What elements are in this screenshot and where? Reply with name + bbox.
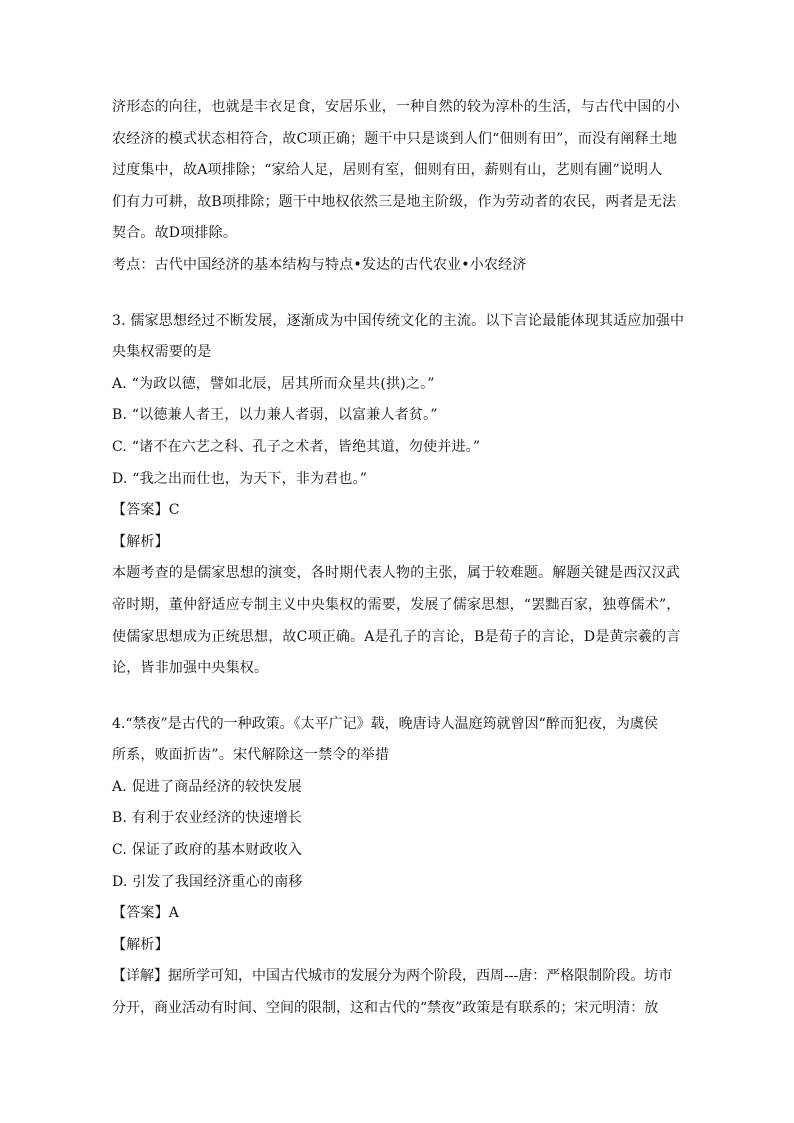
question-4-stem: 4.“禁夜”是古代的一种政策。《太平广记》载，晚唐诗人温庭筠就曾因“醉而犯夜，为虞侯 [112,715,658,732]
question-3-analysis-line: 使儒家思想成为正统思想，故C项正确。A是孔子的言论，B是荀子的言论，D是黄宗羲的言 [112,628,681,645]
kaodian-line: 考点：古代中国经济的基本结构与特点•发达的古代农业•小农经济 [112,256,527,273]
spacer [112,685,687,709]
question-4-option-b: B. 有利于农业经济的快速增长 [112,810,303,827]
question-3-analysis-line: 帝时期，董仲舒适应专制主义中央集权的需要，发展了儒家思想，“罢黜百家，独尊儒术”， [112,596,681,613]
question-4-option-d: D. 引发了我国经济重心的南移 [112,873,303,890]
question-3-stem: 3. 儒家思想经过不断发展，逐渐成为中国传统文化的主流。以下言论最能体现其适应加强中 [112,312,685,329]
question-3-option-a: A. “为政以德，譬如北辰，居其所而众星共(拱)之。” [112,375,435,392]
question-4-answer: 【答案】A [112,905,180,922]
question-3-answer: 【答案】C [112,502,180,519]
question-4-option-a: A. 促进了商品经济的较快发展 [112,778,303,795]
question-4-option-c: C. 保证了政府的基本财政收入 [112,842,303,859]
question-3-option-c: C. “诸不在六艺之科、孔子之术者，皆绝其道，勿使并进。” [112,438,481,455]
question-3-analysis-line: 论，皆非加强中央集权。 [112,660,269,677]
question-3-analysis-label: 【解析】 [112,533,169,550]
spacer [112,282,687,306]
document-page [112,92,687,1025]
question-4-analysis-label: 【解析】 [112,936,169,953]
text-line: 契合。故D项排除。 [112,225,238,242]
question-4-analysis-line: 【详解】据所学可知，中国古代城市的发展分为两个阶段，西周---唐：严格限制阶段。坊市 [112,968,673,985]
question-4 [112,709,687,1025]
question-3-analysis-line: 本题考查的是儒家思想的演变，各时期代表人物的主张，属于较难题。解题关键是西汉汉武 [112,565,680,582]
text-line: 济形态的向往，也就是丰衣足食，安居乐业，一种自然的较为淳朴的生活，与古代中国的小 [112,99,680,115]
previous-analysis-continuation [112,92,687,250]
question-4-stem: 所系，败面折齿”。宋代解除这一禁令的举措 [112,747,390,764]
question-3-option-d: D. “我之出而仕也，为天下，非为君也。” [112,470,368,487]
question-4-analysis-line: 分开，商业活动有时间、空间的限制，这和古代的“禁夜”政策是有联系的；宋元明清：放 [112,1000,659,1017]
text-line: 过度集中，故A项排除；“家给人足，居则有室，佃则有田，薪则有山，艺则有圃”说明人 [112,162,663,179]
question-3 [112,306,687,685]
question-3-option-b: B. “以德兼人者王，以力兼人者弱，以富兼人者贫。” [112,407,438,424]
question-3-stem: 央集权需要的是 [112,344,212,361]
text-line: 们有力可耕，故B项排除；题干中地权依然三是地主阶级，作为劳动者的农民，两者是无法 [112,193,677,210]
text-line: 农经济的模式状态相符合，故C项正确；题干中只是谈到人们“佃则有田”，而没有阐释土地 [112,130,678,147]
